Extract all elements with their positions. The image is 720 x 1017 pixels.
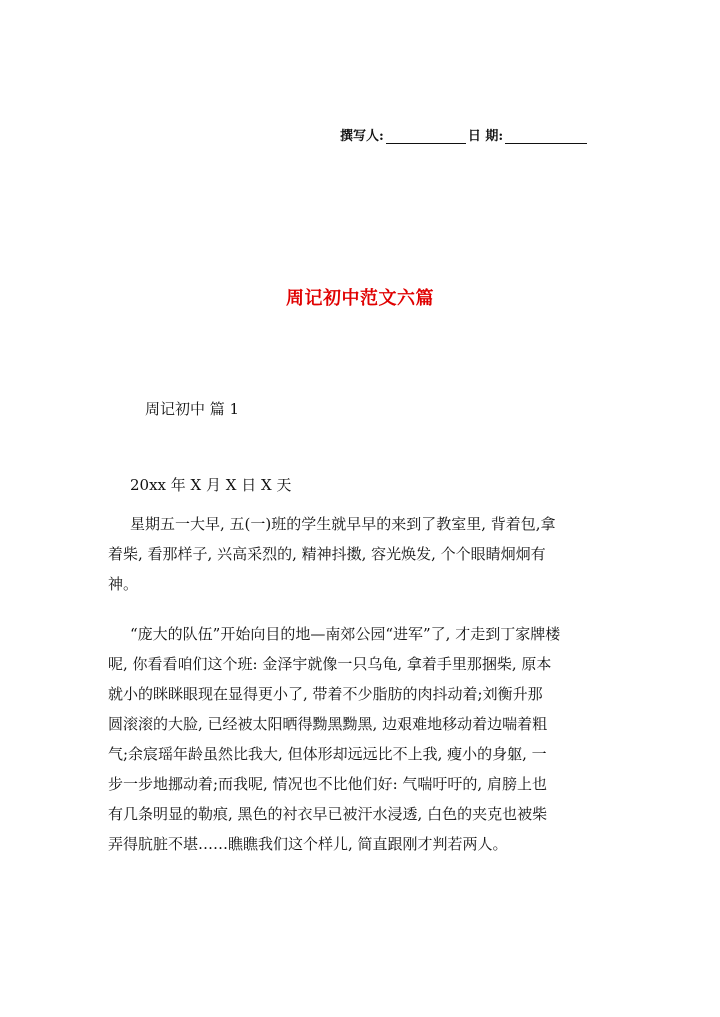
paragraph-line: 神。 [108, 575, 139, 593]
section-heading: 周记初中 篇 1 [145, 400, 240, 418]
paragraph-1 [108, 509, 613, 599]
paragraph-line: 气;余宸瑶年龄虽然比我大, 但体形却远远比不上我, 瘦小的身躯, 一 [108, 745, 547, 763]
paragraph-line: 呢, 你看看咱们这个班: 金泽宇就像一只乌龟, 拿着手里那捆柴, 原本 [108, 655, 552, 673]
date-blank [505, 129, 587, 144]
paragraph-line: 圆滚滚的大脸, 已经被太阳晒得黝黑黝黑, 边艰难地移动着边喘着粗 [108, 715, 548, 733]
header-fields [340, 125, 630, 144]
paragraph-line: 着柴, 看那样子, 兴高采烈的, 精神抖擞, 容光焕发, 个个眼睛炯炯有 [108, 545, 546, 563]
paragraph-line: 星期五一大早, 五(一)班的学生就早早的来到了教室里, 背着包,拿 [130, 515, 556, 533]
date-line: 20xx 年 X 月 X 日 X 天 [130, 476, 292, 494]
paragraph-line: 弄得肮脏不堪……瞧瞧我们这个样儿, 简直跟刚才判若两人。 [108, 835, 508, 853]
author-label: 撰写人: [340, 129, 384, 144]
document-title: 周记初中范文六篇 [286, 288, 434, 309]
paragraph-line: “庞大的队伍”开始向目的地—南郊公园“进军”了, 才走到丁家牌楼 [130, 625, 561, 643]
paragraph-line: 就小的眯眯眼现在显得更小了, 带着不少脂肪的肉抖动着;刘衡升那 [108, 685, 543, 703]
paragraph-line: 有几条明显的勒痕, 黑色的衬衣早已被汗水浸透, 白色的夹克也被柴 [108, 805, 548, 823]
paragraph-line: 步一步地挪动着;而我呢, 情况也不比他们好: 气喘吁吁的, 肩膀上也 [108, 775, 547, 793]
date-label: 日 期: [467, 129, 504, 144]
author-blank [386, 129, 466, 144]
paragraph-2 [108, 619, 613, 859]
